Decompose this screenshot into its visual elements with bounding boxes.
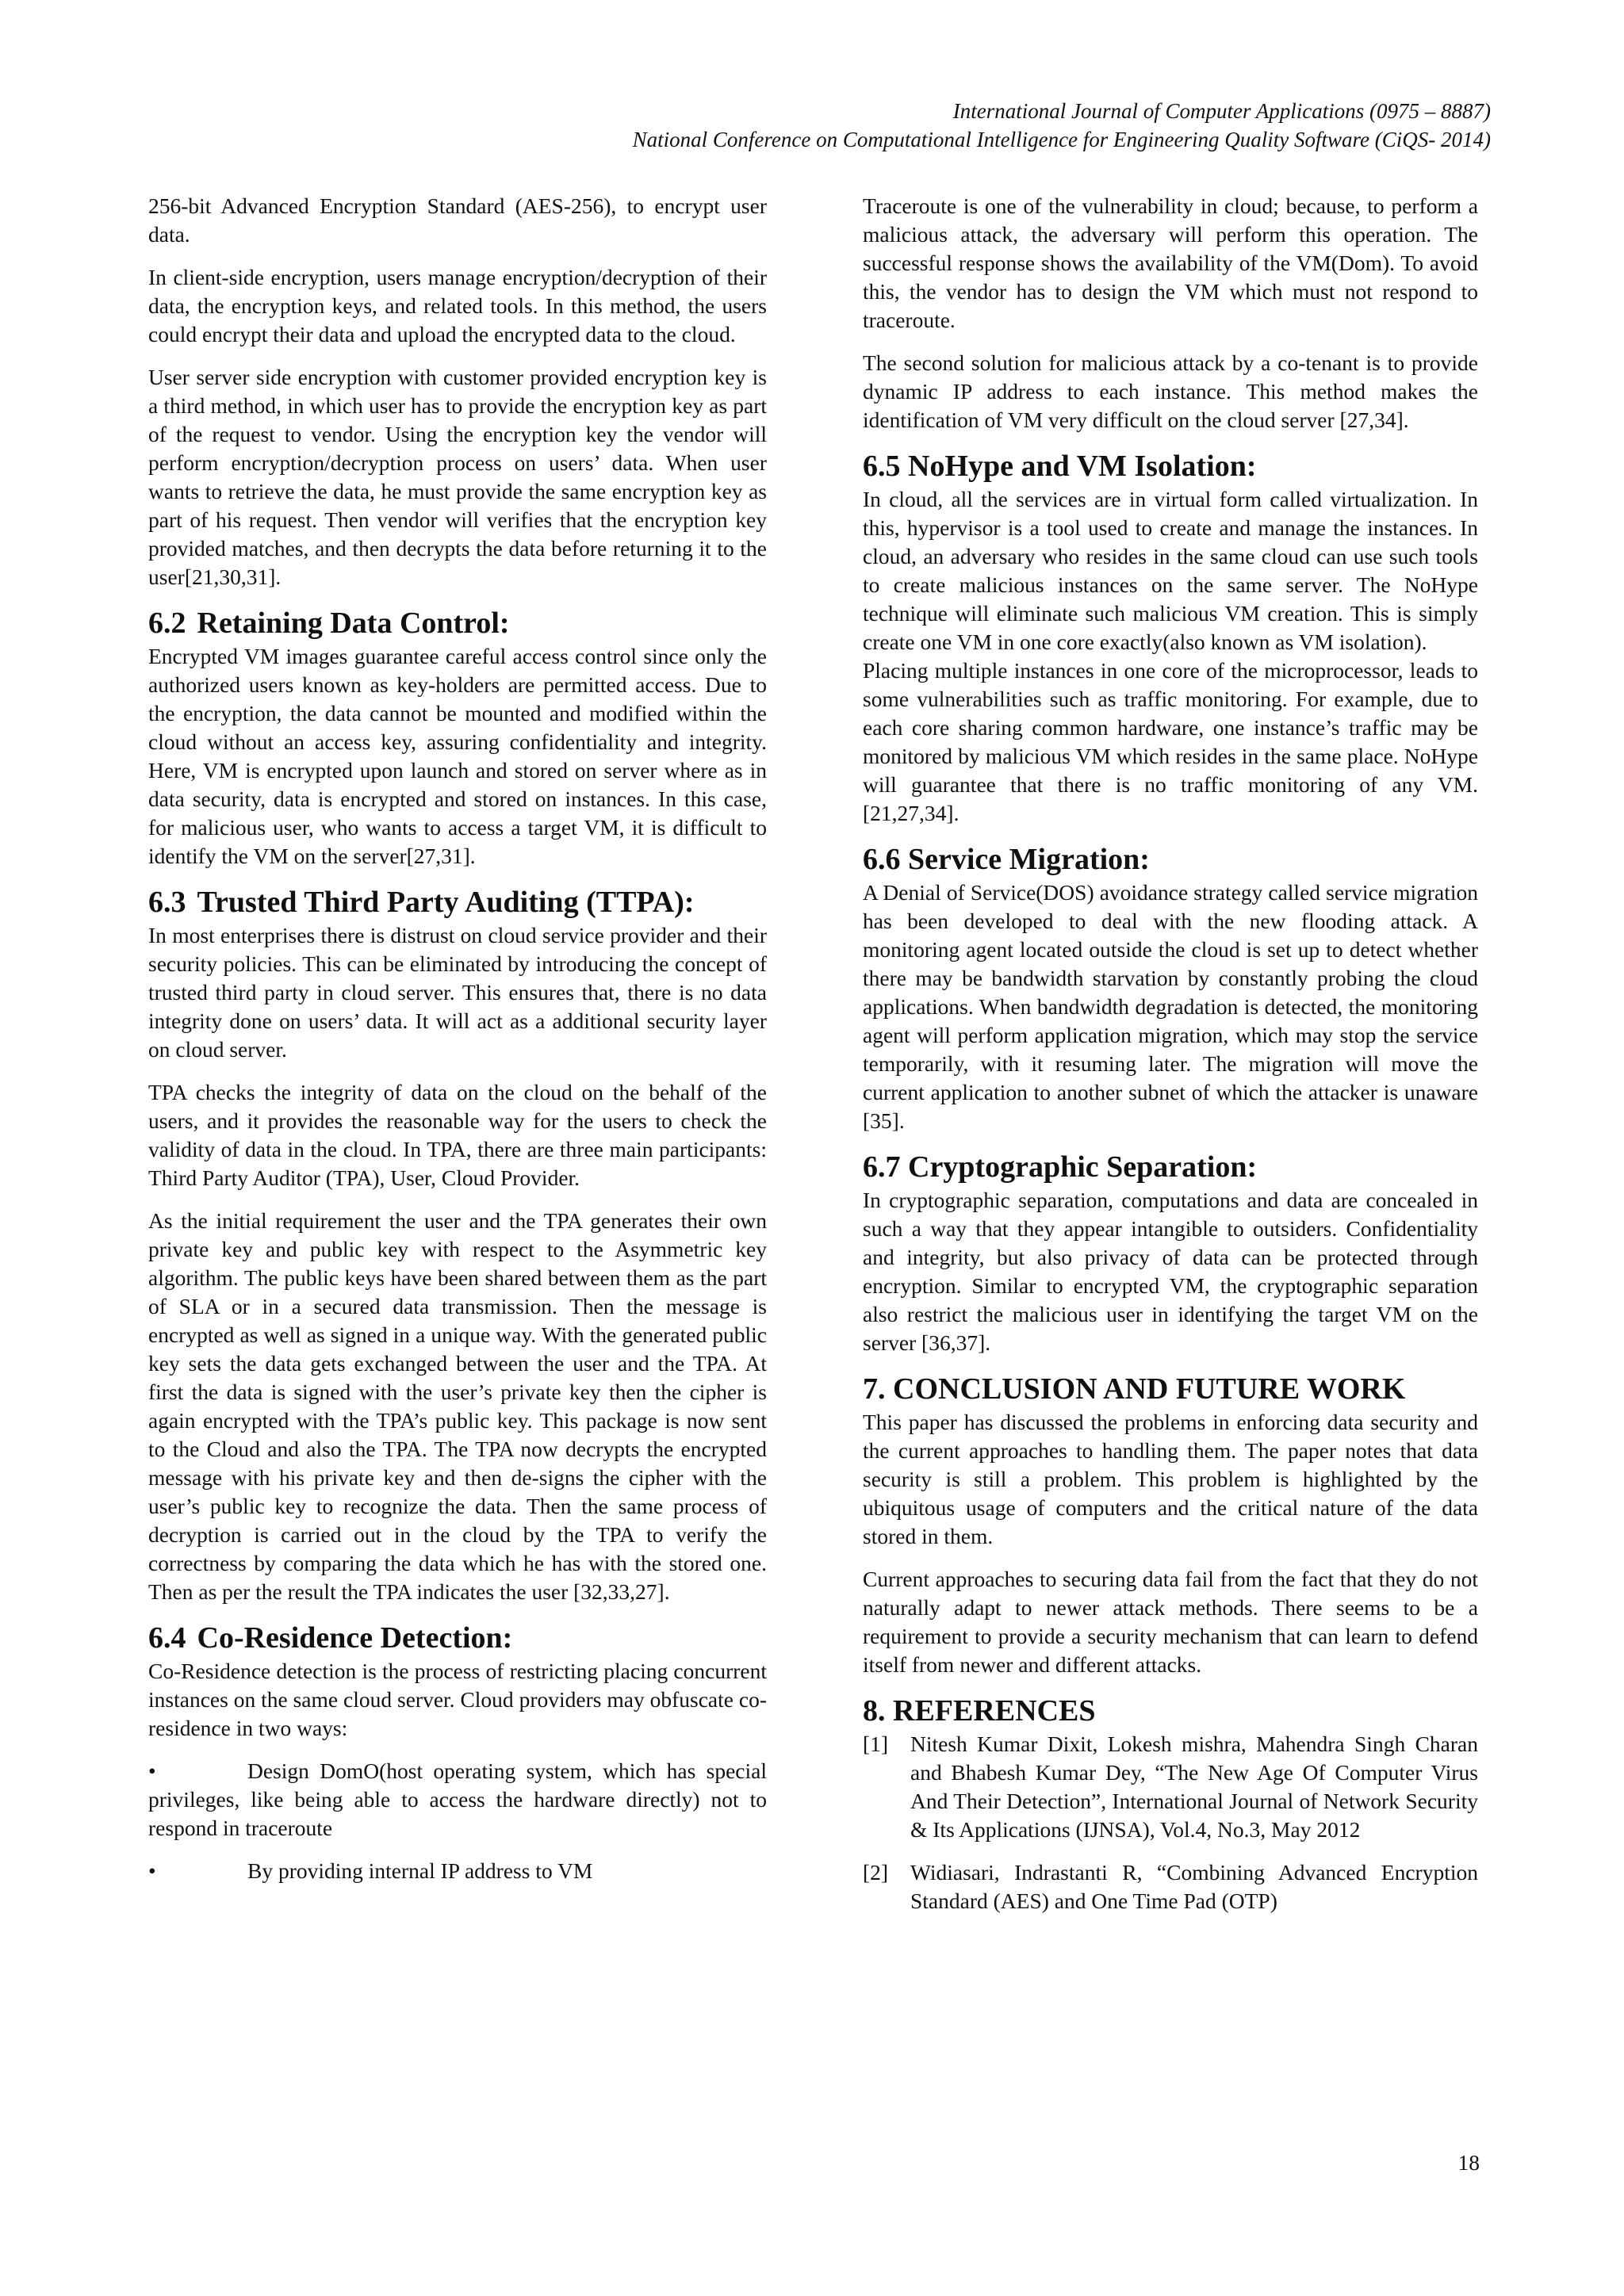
paragraph: This paper has discussed the problems in enforcing data security and the current approaches to handling them. The paper notes that data security is still a problem. This problem is highlighted by the ubiquitous usage of computers and the critical nature of the data stored in them.: [863, 1410, 1478, 1548]
section-heading-6-5: 6.5 NoHype and VM Isolation:: [863, 450, 1257, 483]
right-column: [863, 192, 1478, 1930]
reference-item: [863, 1858, 1478, 1915]
section-heading-6-3: [148, 885, 767, 920]
section-heading-6-7: 6.7 Cryptographic Separation:: [863, 1150, 1258, 1184]
bullet-text: By providing internal IP address to VM: [247, 1858, 593, 1883]
section-title: Co-Residence Detection:: [197, 1621, 513, 1655]
bullet-item: [148, 1857, 767, 1885]
paragraph: Co-Residence detection is the process of restricting placing concurrent instances on the same cloud server. Cloud providers may obfuscate co-residence in two ways:: [148, 1659, 767, 1740]
section-title: Trusted Third Party Auditing (TTPA):: [197, 886, 695, 919]
section-heading-6-6: 6.6 Service Migration:: [863, 843, 1150, 876]
paragraph: TPA checks the integrity of data on the cloud on the behalf of the users, and it provides the reasonable way for the users to check the validity of data in the cloud. In TPA, there are three main participants: Third Party Auditor (TPA), User, Cloud Provider.: [148, 1080, 767, 1190]
section-number: 6.2: [148, 607, 186, 640]
bullet-item: [148, 1757, 767, 1843]
bullet-icon: •: [148, 1858, 156, 1883]
bullet-text: Design DomO(host operating system, which has special privileges, like being able to access the hardware directly) not to respond in traceroute: [148, 1758, 767, 1840]
section-heading-8: 8. REFERENCES: [863, 1694, 1096, 1728]
reference-item: [863, 1730, 1478, 1844]
paragraph: 256-bit Advanced Encryption Standard (AES-256), to encrypt user data.: [148, 193, 767, 247]
reference-number: [2]: [863, 1860, 889, 1885]
paragraph: In most enterprises there is distrust on cloud service provider and their security policies. This can be eliminated by introducing the concept of trusted third party in cloud server. This ensures that, there is no data integrity done on users’ data. It will act as a additional security layer on cloud server.: [148, 923, 767, 1062]
paragraph: As the initial requirement the user and the TPA generates their own private key and public key with respect to the Asymmetric key algorithm. The public keys have been shared between them as the part of SLA or in a secured data transmission. Then the message is encrypted as well as signed in a unique way. With the generated public key sets the data gets exchanged between the user and the TPA. At first the data is signed with the user’s private key then the cipher is again encrypted with the TPA’s public key. This package is now sent to the Cloud and also the TPA. The TPA now decrypts the encrypted message with his private key and then de-signs the cipher with the user’s public key to recognize the data. Then the same process of decryption is carried out in the cloud by the TPA to verify the correctness by comparing the data which he has with the stored one. Then as per the result the TPA indicates the user [32,33,27].: [148, 1208, 767, 1604]
journal-line: International Journal of Computer Applications (0975 – 8887): [952, 99, 1491, 123]
reference-text: Nitesh Kumar Dixit, Lokesh mishra, Mahendra Singh Charan and Bhabesh Kumar Dey, “The New Age Of Computer Virus And Their Detection”, International Journal of Network Security & Its Applications (IJNSA), Vol.4, No.3, May 2012: [910, 1732, 1478, 1842]
paragraph: Encrypted VM images guarantee careful access control since only the authorized users known as key-holders are permitted access. Due to the encryption, the data cannot be mounted and modified within the cloud without an access key, assuring confidentiality and integrity. Here, VM is encrypted upon launch and stored on server where as in data security, data is encrypted and stored on instances. In this case, for malicious user, who wants to access a target VM, it is difficult to identify the VM on the server[27,31].: [148, 644, 767, 868]
paragraph: A Denial of Service(DOS) avoidance strategy called service migration has been developed to deal with the new flooding attack. A monitoring agent located outside the cloud is set up to detect whether there may be bandwidth starvation by constantly probing the cloud applications. When bandwidth degradation is detected, the monitoring agent will perform application migration, which may stop the service temporarily, with it resuming later. The migration will move the current application to another subnet of which the attacker is unaware [35].: [863, 880, 1478, 1133]
conference-line: National Conference on Computational Intelligence for Engineering Quality Software (CiQS- 2014): [632, 128, 1491, 151]
paragraph: Placing multiple instances in one core of the microprocessor, leads to some vulnerabilities such as traffic monitoring. For example, due to each core sharing common hardware, one instance’s traffic may be monitored by malicious VM which resides in the same place. NoHype will guarantee that there is no traffic monitoring of any VM. [21,27,34].: [863, 658, 1478, 825]
paragraph: User server side encryption with customer provided encryption key is a third method, in which user has to provide the encryption key as part of the request to vendor. Using the encryption key the vendor will perform encryption/decryption process on users’ data. When user wants to retrieve the data, he must provide the same encryption key as part of his request. Then vendor will verifies that the encryption key provided matches, and then decrypts the data before returning it to the user[21,30,31].: [148, 365, 767, 589]
section-number: 6.4: [148, 1621, 186, 1655]
paragraph: Current approaches to securing data fail from the fact that they do not naturally adapt to newer attack methods. There seems to be a requirement to provide a security mechanism that can learn to defend itself from newer and different attacks.: [863, 1567, 1478, 1677]
paragraph: In client-side encryption, users manage encryption/decryption of their data, the encryption keys, and related tools. In this method, the users could encrypt their data and upload the encrypted data to the cloud.: [148, 265, 767, 346]
paragraph: Traceroute is one of the vulnerability in cloud; because, to perform a malicious attack, the adversary will perform this operation. The successful response shows the availability of the VM(Dom). To avoid this, the vendor has to design the VM which must not respond to traceroute.: [863, 193, 1478, 332]
left-column: [148, 192, 767, 1900]
reference-text: Widiasari, Indrastanti R, “Combining Advanced Encryption Standard (AES) and One Time Pad (OTP): [910, 1860, 1478, 1913]
paragraph: The second solution for malicious attack by a co-tenant is to provide dynamic IP address to each instance. This method makes the identification of VM very difficult on the cloud server [27,34].: [863, 350, 1478, 432]
section-heading-7: 7. CONCLUSION AND FUTURE WORK: [863, 1372, 1406, 1406]
running-header: [633, 97, 1491, 154]
section-heading-6-2: [148, 606, 767, 641]
section-number: 6.3: [148, 886, 186, 919]
reference-number: [1]: [863, 1732, 889, 1756]
section-title: Retaining Data Control:: [197, 607, 510, 640]
paragraph: In cloud, all the services are in virtual form called virtualization. In this, hypervisor is a tool used to create and manage the instances. In cloud, an adversary who resides in the same cloud can use such tools to create malicious instances on the same server. The NoHype technique will eliminate such malicious VM creation. This is simply create one VM in one core exactly(also known as VM isolation).: [863, 487, 1478, 654]
page-number: 18: [1457, 2150, 1480, 2175]
bullet-icon: •: [148, 1758, 156, 1783]
section-heading-6-4: [148, 1621, 767, 1655]
paragraph: In cryptographic separation, computations and data are concealed in such a way that they appear intangible to outsiders. Confidentiality and integrity, but also privacy of data can be protected through encryption. Similar to encrypted VM, the cryptographic separation also restrict the malicious user in identifying the target VM on the server [36,37].: [863, 1188, 1478, 1355]
